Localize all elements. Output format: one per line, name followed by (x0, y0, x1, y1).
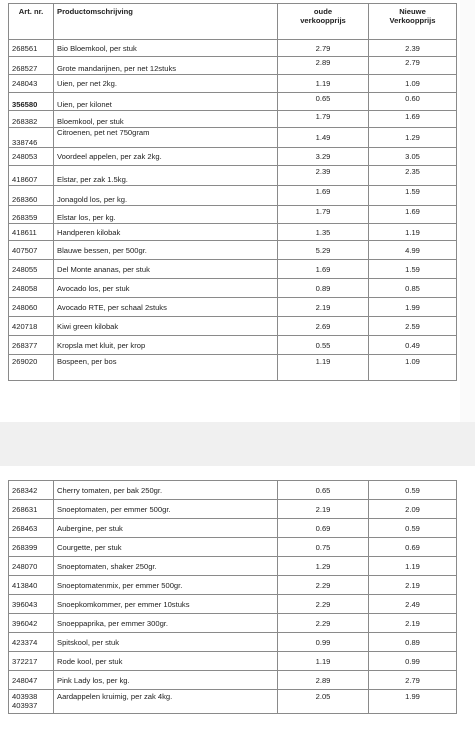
art-nr-cell (9, 690, 54, 714)
art-nr-cell: 268382 (9, 111, 54, 128)
product-cell: Voordeel appelen, per zak 2kg. (54, 148, 278, 166)
table-row (9, 166, 457, 186)
new-price-cell: 1.19 (369, 557, 457, 576)
art-nr-cell: 407507 (9, 241, 54, 260)
art-nr-cell: 248047 (9, 671, 54, 690)
art-nr-cell: 268527 (9, 57, 54, 75)
table-row (9, 336, 457, 355)
new-price-cell: 1.19 (369, 224, 457, 241)
new-price-cell: 2.35 (369, 166, 457, 186)
product-cell: Uien, per kilonet (54, 93, 278, 111)
new-price-cell: 1.69 (369, 206, 457, 224)
product-cell: Snoeptomaten, per emmer 500gr. (54, 500, 278, 519)
art-nr-cell: 268463 (9, 519, 54, 538)
table-row (9, 206, 457, 224)
product-cell: Avocado RTE, per schaal 2stuks (54, 298, 278, 317)
table-row (9, 186, 457, 206)
old-price-cell: 0.89 (278, 279, 369, 298)
table-row (9, 633, 457, 652)
product-cell: Rode kool, per stuk (54, 652, 278, 671)
new-price-cell: 0.59 (369, 519, 457, 538)
product-cell: Spitskool, per stuk (54, 633, 278, 652)
table-row (9, 317, 457, 336)
product-cell: Bloemkool, per stuk (54, 111, 278, 128)
product-cell: Snoepkomkommer, per emmer 10stuks (54, 595, 278, 614)
old-price-cell: 2.19 (278, 500, 369, 519)
price-table-1 (8, 3, 457, 381)
old-price-cell: 1.49 (278, 128, 369, 148)
old-price-cell: 2.05 (278, 690, 369, 714)
art-nr-cell: 356580 (9, 93, 54, 111)
header-product: Productomschrijving (54, 4, 278, 40)
product-cell: Handperen kilobak (54, 224, 278, 241)
header-row (9, 4, 457, 40)
product-cell: Elstar, per zak 1.5kg. (54, 166, 278, 186)
art-nr-cell: 268399 (9, 538, 54, 557)
table-row (9, 576, 457, 595)
product-cell: Citroenen, pet net 750gram (54, 128, 278, 148)
art-nr-cell: 248053 (9, 148, 54, 166)
new-price-cell: 0.99 (369, 652, 457, 671)
old-price-cell: 0.69 (278, 519, 369, 538)
new-price-cell: 2.79 (369, 57, 457, 75)
art-nr-cell: 268342 (9, 481, 54, 500)
product-cell: Kropsla met kluit, per krop (54, 336, 278, 355)
table-row (9, 75, 457, 93)
product-cell: Kiwi green kilobak (54, 317, 278, 336)
page-break (0, 422, 475, 466)
old-price-cell: 0.99 (278, 633, 369, 652)
new-price-cell: 0.49 (369, 336, 457, 355)
art-nr: 403938 (12, 692, 38, 701)
product-cell: Aardappelen kruimig, per zak 4kg. (54, 690, 278, 714)
art-nr-cell: 248058 (9, 279, 54, 298)
table-row (9, 538, 457, 557)
product-cell: Del Monte ananas, per stuk (54, 260, 278, 279)
product-cell: Jonagold los, per kg. (54, 186, 278, 206)
old-price-cell: 2.29 (278, 576, 369, 595)
new-price-cell: 1.29 (369, 128, 457, 148)
old-price-cell: 0.65 (278, 93, 369, 111)
table-row (9, 652, 457, 671)
table-row (9, 40, 457, 57)
product-cell: Bio Bloemkool, per stuk (54, 40, 278, 57)
old-price-cell: 2.79 (278, 40, 369, 57)
new-price-cell: 4.99 (369, 241, 457, 260)
old-price-cell: 1.19 (278, 652, 369, 671)
product-cell: Snoeptomaten, shaker 250gr. (54, 557, 278, 576)
old-price-cell: 2.29 (278, 595, 369, 614)
table-row (9, 148, 457, 166)
new-price-cell: 1.99 (369, 298, 457, 317)
art-nr-cell: 268360 (9, 186, 54, 206)
new-price-cell: 2.59 (369, 317, 457, 336)
new-price-cell: 2.49 (369, 595, 457, 614)
art-nr-cell: 396043 (9, 595, 54, 614)
table-row (9, 595, 457, 614)
product-cell: Snoeppaprika, per emmer 300gr. (54, 614, 278, 633)
art-nr-cell: 372217 (9, 652, 54, 671)
table-row (9, 481, 457, 500)
header-art-nr: Art. nr. (9, 4, 54, 40)
old-price-cell: 3.29 (278, 148, 369, 166)
old-price-cell: 2.89 (278, 57, 369, 75)
table-row (9, 241, 457, 260)
art-nr-secondary: 403937 (12, 701, 38, 710)
old-price-cell: 0.65 (278, 481, 369, 500)
old-price-cell: 1.79 (278, 111, 369, 128)
product-cell: Pink Lady los, per kg. (54, 671, 278, 690)
price-table-2 (8, 480, 457, 714)
product-cell: Snoeptomatenmix, per emmer 500gr. (54, 576, 278, 595)
table-row (9, 519, 457, 538)
table-row (9, 500, 457, 519)
header-old-price: oude verkoopprijs (278, 4, 369, 40)
old-price-cell: 1.35 (278, 224, 369, 241)
old-price-cell: 2.69 (278, 317, 369, 336)
art-nr-cell: 248055 (9, 260, 54, 279)
old-price-cell: 1.19 (278, 355, 369, 381)
old-price-cell: 2.39 (278, 166, 369, 186)
product-cell: Cherry tomaten, per bak 250gr. (54, 481, 278, 500)
old-price-cell: 1.29 (278, 557, 369, 576)
new-price-cell: 2.79 (369, 671, 457, 690)
table-row (9, 355, 457, 381)
old-price-cell: 0.75 (278, 538, 369, 557)
art-nr-cell: 338746 (9, 128, 54, 148)
art-nr-cell: 248060 (9, 298, 54, 317)
old-price-cell: 0.55 (278, 336, 369, 355)
old-price-cell: 5.29 (278, 241, 369, 260)
old-price-cell: 1.69 (278, 186, 369, 206)
art-nr-cell: 420718 (9, 317, 54, 336)
table-row (9, 690, 457, 714)
art-nr-cell: 268377 (9, 336, 54, 355)
table-row (9, 279, 457, 298)
new-price-cell: 1.69 (369, 111, 457, 128)
new-price-cell: 0.85 (369, 279, 457, 298)
old-price-cell: 2.29 (278, 614, 369, 633)
new-price-cell: 1.59 (369, 186, 457, 206)
header-new-price: Nieuwe Verkoopprijs (369, 4, 457, 40)
product-cell: Blauwe bessen, per 500gr. (54, 241, 278, 260)
old-price-cell: 1.19 (278, 75, 369, 93)
table-row (9, 128, 457, 148)
art-nr-cell: 413840 (9, 576, 54, 595)
art-nr-cell: 269020 (9, 355, 54, 381)
table-row (9, 224, 457, 241)
table-row (9, 557, 457, 576)
table-row (9, 260, 457, 279)
product-cell: Aubergine, per stuk (54, 519, 278, 538)
art-nr-cell: 396042 (9, 614, 54, 633)
art-nr-cell: 268631 (9, 500, 54, 519)
art-nr-cell: 268359 (9, 206, 54, 224)
art-nr-cell: 268561 (9, 40, 54, 57)
art-nr-cell: 248070 (9, 557, 54, 576)
art-nr-cell: 423374 (9, 633, 54, 652)
new-price-cell: 0.59 (369, 481, 457, 500)
table-row (9, 57, 457, 75)
page-edge-strip (460, 0, 475, 422)
table-row (9, 671, 457, 690)
new-price-cell: 2.39 (369, 40, 457, 57)
table-row (9, 93, 457, 111)
table-row (9, 298, 457, 317)
art-nr-cell: 418607 (9, 166, 54, 186)
new-price-cell: 0.69 (369, 538, 457, 557)
old-price-cell: 2.19 (278, 298, 369, 317)
old-price-cell: 2.89 (278, 671, 369, 690)
product-cell: Grote mandarijnen, per net 12stuks (54, 57, 278, 75)
new-price-cell: 0.89 (369, 633, 457, 652)
art-nr-cell: 418611 (9, 224, 54, 241)
new-price-cell: 1.09 (369, 355, 457, 381)
new-price-cell: 1.09 (369, 75, 457, 93)
product-cell: Bospeen, per bos (54, 355, 278, 381)
table-row (9, 614, 457, 633)
table-row (9, 111, 457, 128)
product-cell: Elstar los, per kg. (54, 206, 278, 224)
new-price-cell: 3.05 (369, 148, 457, 166)
new-price-cell: 1.99 (369, 690, 457, 714)
product-cell: Avocado los, per stuk (54, 279, 278, 298)
new-price-cell: 2.19 (369, 614, 457, 633)
old-price-cell: 1.79 (278, 206, 369, 224)
new-price-cell: 1.59 (369, 260, 457, 279)
product-cell: Uien, per net 2kg. (54, 75, 278, 93)
art-nr-cell: 248043 (9, 75, 54, 93)
product-cell: Courgette, per stuk (54, 538, 278, 557)
new-price-cell: 2.09 (369, 500, 457, 519)
new-price-cell: 2.19 (369, 576, 457, 595)
old-price-cell: 1.69 (278, 260, 369, 279)
new-price-cell: 0.60 (369, 93, 457, 111)
